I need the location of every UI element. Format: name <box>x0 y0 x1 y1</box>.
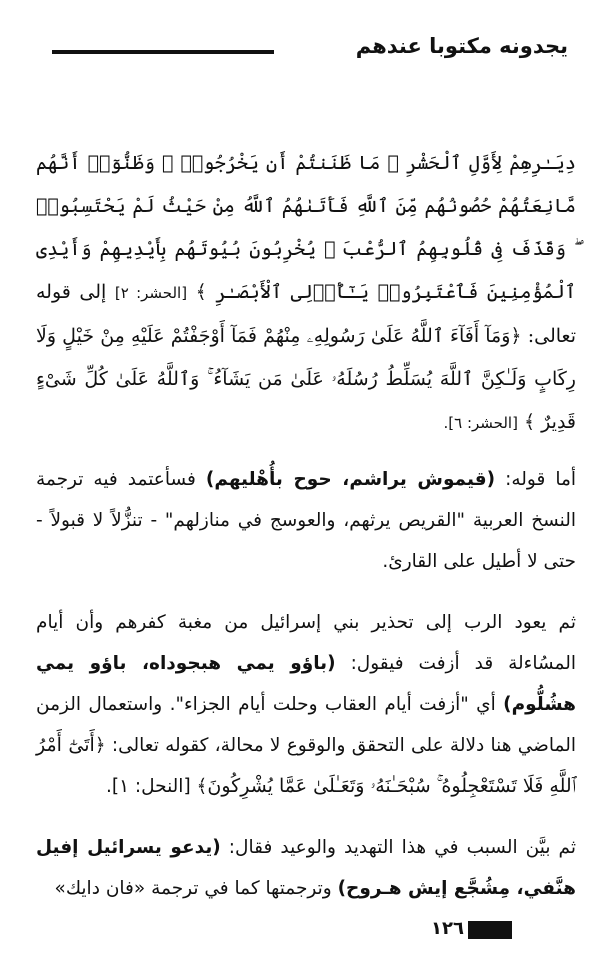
paragraph-translation-note <box>36 459 576 582</box>
paragraph-lead: أما قوله: <box>495 469 577 490</box>
quran-passage-1 <box>36 142 576 445</box>
paragraph-body: وترجمتها كما في ترجمة «فان دايك» <box>54 878 338 899</box>
running-header-title: يجدونه مكتوبا عندهم <box>355 34 568 58</box>
paragraph-body: فسأعتمد فيه ترجمة النسخ العربية "القريص يرثهم، والعوسج في منازلهم" - تنزُّلاً لا قبولاً - حتى لا أطيل على القارئ. <box>36 469 576 572</box>
quran-text-1: دِيَـٰرِهِمْ لِأَوَّلِ ٱلْحَشْرِ ۚ مَا ظَنَنتُمْ أَن يَخْرُجُوا۟ ۖ وَظَنُّوٓا۟ أَنَّهُم مَّانِعَتُهُمْ حُصُونُهُم مِّنَ ٱللَّهِ فَأَتَىٰهُمُ ٱللَّهُ مِنْ حَيْثُ لَمْ يَحْتَسِبُوا۟ ۖ وَقَذَفَ فِى قُلُوبِهِمُ ٱلرُّعْبَ ۚ يُخْرِبُونَ بُيُوتَهُم بِأَيْدِيهِمْ وَأَيْدِى ٱلْمُؤْمِنِينَ فَٱعْتَبِرُوا۟ يَـٰٓأُو۟لِى ٱلْأَبْصَـٰرِ ﴾ <box>36 152 576 303</box>
paragraph-lead: ثم بيَّن السبب في هذا التهديد والوعيد فقال: <box>220 837 576 858</box>
paragraph-warning <box>36 602 576 807</box>
surah-reference-2: [الحشر: ٦]. <box>443 414 518 432</box>
footer-bar <box>468 921 512 939</box>
running-header <box>52 28 568 68</box>
surah-reference: ﴾ [النحل: ١]. <box>105 776 208 797</box>
surah-reference-1: [الحشر: ٢] <box>114 284 188 302</box>
paragraph-body: أي "أزفت أيام العقاب وحلت أيام الجزاء". واستعمال الزمن الماضي هنا دلالة على التحقق والوقوع لا محالة، كقوله تعالى: ﴿ <box>36 694 576 756</box>
body-text <box>36 142 576 909</box>
hebrew-transliteration: (يدعو يسرائيل إفيل هنَّفي، مِشُجَّع إيش هـروح) <box>36 837 576 899</box>
quran-text-2: وَمَآ أَفَآءَ ٱللَّهُ عَلَىٰ رَسُولِهِۦ مِنْهُمْ فَمَآ أَوْجَفْتُمْ عَلَيْهِ مِنْ خَيْلٍ وَلَا رِكَابٍ وَلَـٰكِنَّ ٱللَّهَ يُسَلِّطُ رُسُلَهُۥ عَلَىٰ مَن يَشَآءُ ۚ وَٱللَّهُ عَلَىٰ كُلِّ شَىْءٍ قَدِيرٌ ﴾ <box>36 325 576 433</box>
quran-quote: أَتَىٰٓ أَمْرُ ٱللَّهِ فَلَا تَسْتَعْجِلُوهُ ۚ سُبْحَـٰنَهُۥ وَتَعَـٰلَىٰ عَمَّا يُشْرِكُونَ <box>36 734 576 797</box>
header-rule <box>52 50 274 54</box>
page-footer <box>0 915 612 955</box>
paragraph-reason <box>36 827 576 909</box>
verse-lead-2: إلى قوله تعالى: ﴿ <box>36 281 576 347</box>
hebrew-transliteration: (باؤو يمي هبجوداه، باؤو يمي هشُلُّوم) <box>36 653 576 715</box>
paragraph-lead: ثم يعود الرب إلى تحذير بني إسرائيل من مغبة كفرهم وأن أيام المسُاءلة قد أزفت فيقول: <box>36 612 576 674</box>
page-number: ١٢٦ <box>431 918 464 939</box>
hebrew-transliteration: (قيموش يراشم، حوح بأُهْليهم) <box>205 469 496 490</box>
